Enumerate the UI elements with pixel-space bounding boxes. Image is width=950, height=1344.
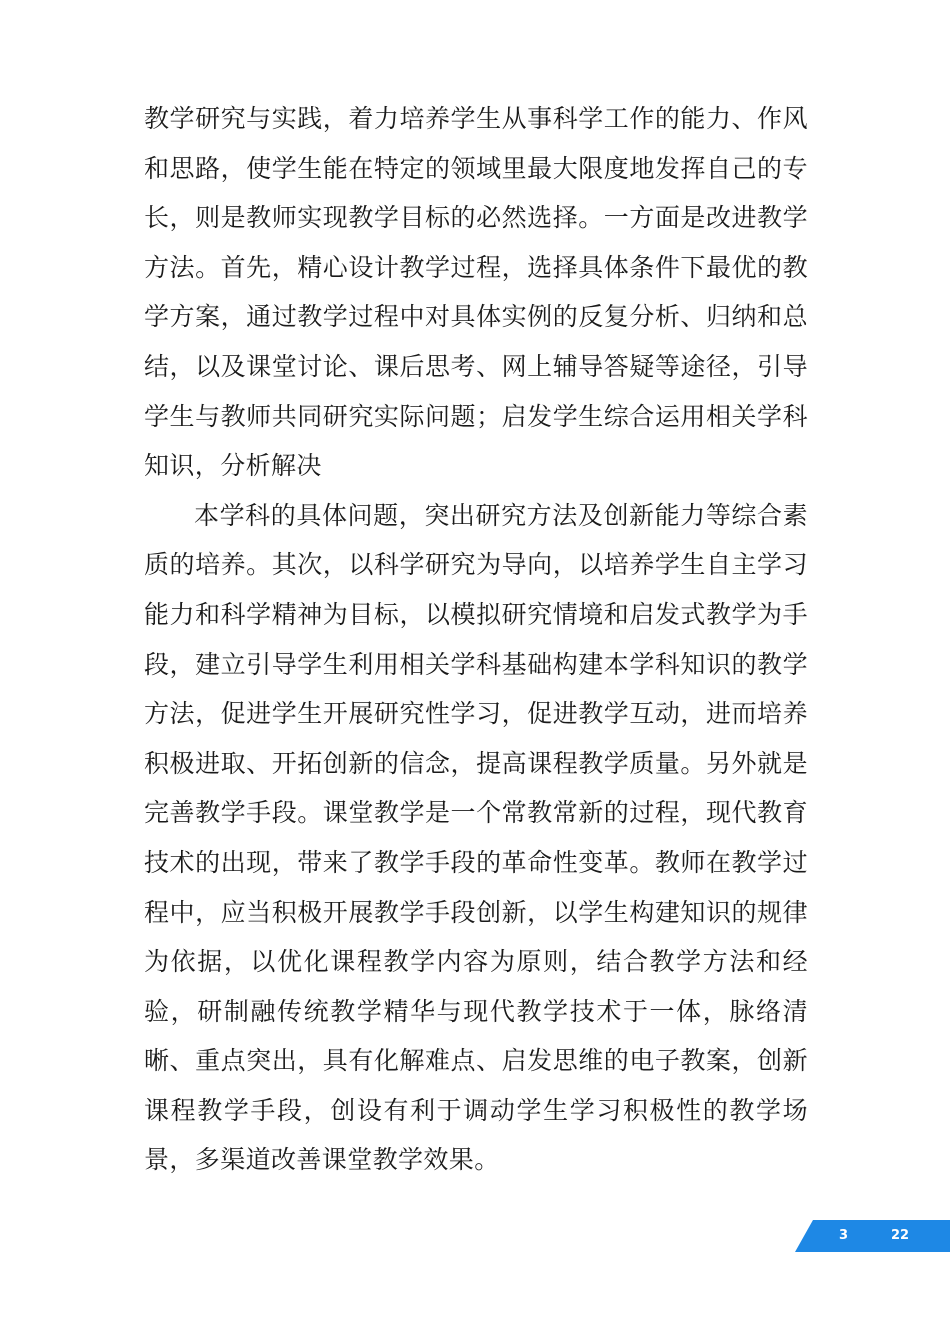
page-number-tab (795, 1220, 950, 1252)
page-tab-shape (795, 1220, 950, 1252)
paragraph-1: 教学研究与实践，着力培养学生从事科学工作的能力、作风和思路，使学生能在特定的领域里最大限度地发挥自己的专长，则是教师实现教学目标的必然选择。一方面是改进教学方法。首先，精心设计教学过程，选择具体条件下最优的教学方案，通过教学过程中对具体实例的反复分析、归纳和总结，以及课堂讨论、课后思考、网上辅导答疑等途径，引导学生与教师共同研究实际问题；启发学生综合运用相关学科知识，分析解决 (144, 104, 808, 481)
total-page-count: 22 (891, 1228, 910, 1243)
current-page-number: 3 (839, 1228, 849, 1243)
paragraph-2: 本学科的具体问题，突出研究方法及创新能力等综合素质的培养。其次，以科学研究为导向，以培养学生自主学习能力和科学精神为目标，以模拟研究情境和启发式教学为手段，建立引导学生利用相关学科基础构建本学科知识的教学方法，促进学生开展研究性学习，促进教学互动，进而培养积极进取、开拓创新的信念，提高课程教学质量。另外就是完善教学手段。课堂教学是一个常教常新的过程，现代教育技术的出现，带来了教学手段的革命性变革。教师在教学过程中，应当积极开展教学手段创新，以学生构建知识的规律为依据，以优化课程教学内容为原则，结合教学方法和经验，研制融传统教学精华与现代教学技术于一体，脉络清晰、重点突出，具有化解难点、启发思维的电子教案，创新课程教学手段，创设有利于调动学生学习积极性的教学场景，多渠道改善课堂教学效果。 (144, 500, 808, 1175)
body-text (144, 94, 808, 1185)
